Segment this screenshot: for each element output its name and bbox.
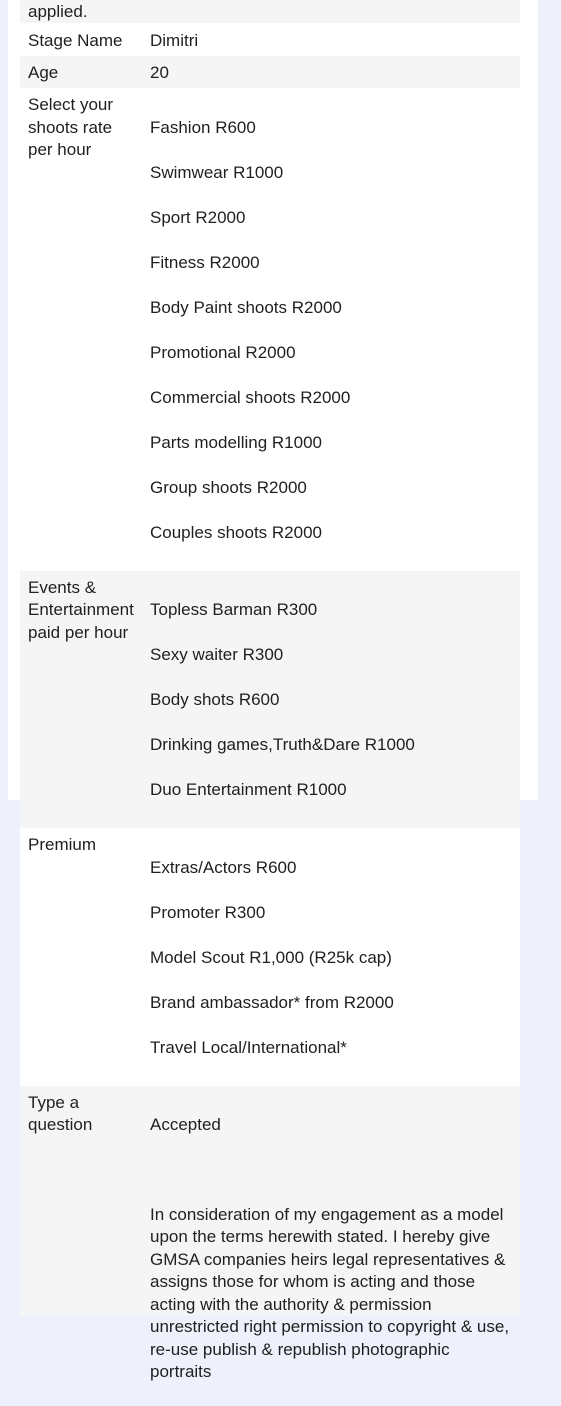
list-item: Commercial shoots R2000 (150, 387, 351, 407)
table-row (20, 828, 520, 1086)
list-item: Swimwear R1000 (150, 162, 284, 182)
list-item: Body Paint shoots R2000 (150, 297, 342, 317)
row-label: Select your shoots rate per hour (28, 95, 114, 159)
row-label: Type a question (28, 1092, 93, 1134)
submission-table (20, 0, 520, 1381)
list-item: Extras/Actors R600 (150, 857, 297, 877)
table-row (20, 23, 520, 56)
table-row-fragment (20, 0, 520, 23)
row-value-list (150, 577, 520, 825)
list-item: Sport R2000 (150, 207, 246, 227)
row-label: Events & Entertainment paid per hour (28, 577, 134, 642)
row-label: Age (28, 62, 59, 82)
accepted-status: Accepted (150, 1115, 221, 1134)
row-label: Premium (28, 835, 97, 854)
row-value-list (150, 94, 520, 567)
list-item: Parts modelling R1000 (150, 432, 322, 452)
table-row (20, 56, 520, 89)
list-item: Fitness R2000 (150, 252, 260, 272)
row-label: Stage Name (28, 31, 123, 50)
table-row (20, 571, 520, 829)
row-value (150, 1092, 520, 1381)
list-item: Promoter R300 (150, 902, 266, 922)
list-item: Topless Barman R300 (150, 600, 318, 619)
list-item: Couples shoots R2000 (150, 522, 323, 542)
list-item: Group shoots R2000 (150, 477, 307, 497)
row-value-list (150, 834, 520, 1082)
list-item: Duo Entertainment R1000 (150, 780, 347, 799)
list-item: Body shots R600 (150, 690, 280, 709)
row-value: Dimitri (150, 31, 199, 50)
list-item: Model Scout R1,000 (R25k cap) (150, 947, 392, 967)
list-item: Promotional R2000 (150, 342, 296, 362)
list-item: Travel Local/International* (150, 1037, 347, 1057)
list-item: Drinking games,Truth&Dare R1000 (150, 735, 415, 754)
list-item: Fashion R600 (150, 117, 256, 137)
row-value: 20 (150, 62, 169, 82)
list-item: Brand ambassador* from R2000 (150, 992, 394, 1012)
table-row (20, 1086, 520, 1381)
list-item: Sexy waiter R300 (150, 645, 284, 664)
spacer (150, 1159, 520, 1181)
continued-text: applied. (28, 1, 88, 21)
table-row (20, 88, 520, 571)
consent-paragraph: In consideration of my engagement as a model upon the terms herewith stated. I hereby give GMSA companies heirs legal representatives & assigns those for whom is acting and those acting with the authority & permission unrestricted right permission to copyright & use, re-use publish & republish photographic portraits (150, 1204, 510, 1381)
